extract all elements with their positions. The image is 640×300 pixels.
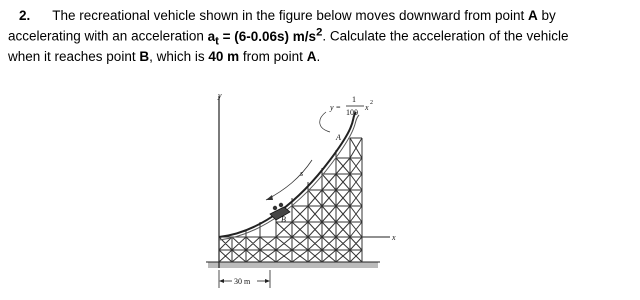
parabola-equation	[329, 95, 373, 117]
equation-leader	[320, 112, 330, 132]
dimension-label: 30 m	[234, 277, 251, 286]
problem-number: 2.	[19, 8, 31, 23]
eq-x: x	[365, 103, 369, 112]
acceleration-expression: $a_t = (6-0.06s)$ $m/s^2$	[207, 26, 323, 48]
eq-numerator: 1	[352, 95, 356, 104]
eq-denominator: 100	[346, 108, 358, 117]
point-a-label: A	[336, 133, 341, 142]
s-arrow-head	[266, 195, 273, 200]
ground-hatch	[206, 262, 380, 268]
problem-line-3: when it reaches point B, which is 40 m from point A.	[8, 49, 321, 65]
svg-text:y =: y =	[330, 103, 341, 112]
x-axis-label: x	[392, 233, 396, 242]
distance-text: 40 m	[208, 49, 240, 65]
point-a-text-2: A	[306, 49, 317, 65]
point-b-text: B	[139, 49, 150, 65]
dimension-30m	[219, 270, 270, 288]
point-b-label: B	[281, 215, 286, 224]
s-label: s	[300, 169, 304, 178]
problem-line-1: 2. The recreational vehicle shown in the figure below moves downward from point A by	[19, 8, 556, 23]
eq-exponent: 2	[370, 100, 373, 106]
point-a-text: A	[528, 8, 538, 23]
y-axis-label: y	[218, 91, 222, 100]
support-lattice	[219, 138, 362, 262]
problem-line-2: accelerating with an acceleration $a_t = (6-0.06s)$ $m/s^2$. Calculate the acceleration of the vehicle	[8, 26, 569, 48]
